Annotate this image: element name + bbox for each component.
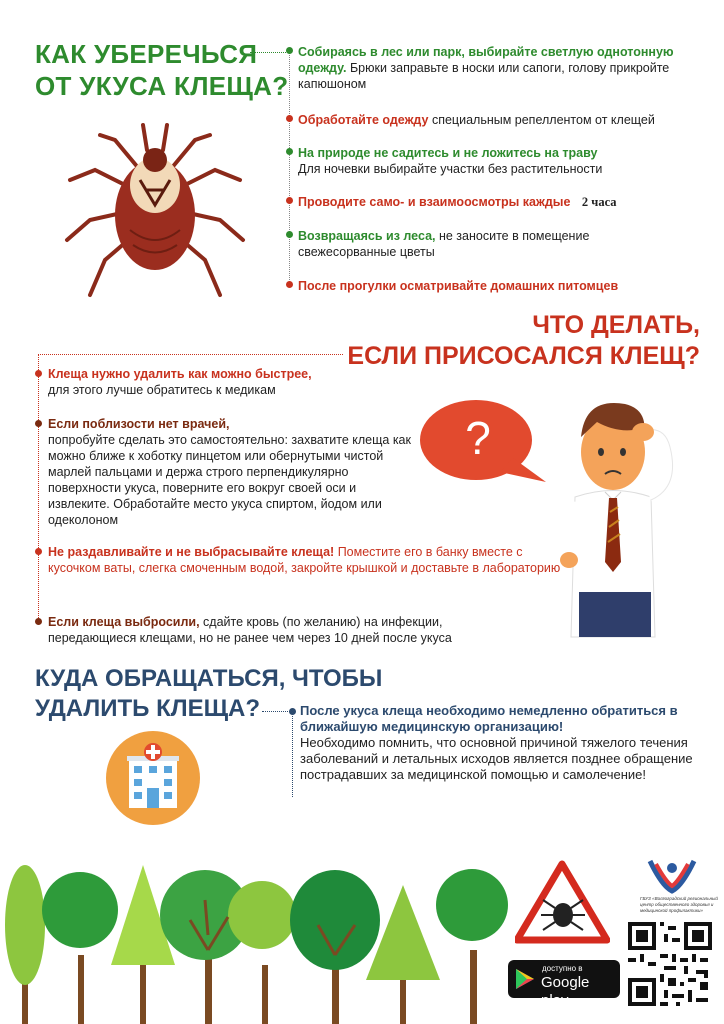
bullet <box>35 370 42 377</box>
worried-man-illustration <box>555 392 715 642</box>
bullet <box>35 618 42 625</box>
timeline-line <box>289 50 290 286</box>
connector <box>250 52 286 53</box>
google-play-label: Google play <box>541 974 590 1009</box>
section3-text: После укуса клеща необходимо немедленно обратиться в ближайшую медицинскую организацию! Необходимо помнить, что основной причиной тяжелого течения заболеваний и летальных исходов является позднее обращение пострадавших за медицинской помощью и самолечение! <box>300 703 693 782</box>
timeline-line <box>38 354 39 622</box>
section2-item-4: Если клеща выбросили, сдайте кровь (по желанию) на инфекции, передающиеся клещами, но не ранее чем через 10 дней после укуса <box>48 615 452 645</box>
play-triangle-icon <box>515 968 535 990</box>
google-play-small-label: доступно в <box>542 964 583 973</box>
bullet <box>286 281 293 288</box>
bullet <box>286 47 293 54</box>
section1-title-line2: ОТ УКУСА КЛЕЩА? <box>35 71 289 101</box>
tick-warning-sign <box>515 860 610 945</box>
section1-item-6: После прогулки осматривайте домашних питомцев <box>298 279 619 293</box>
section2-title-line2: ЕСЛИ ПРИСОСАЛСЯ КЛЕЩ? <box>347 342 700 370</box>
connector <box>38 354 343 355</box>
section1-title-line1: КАК УБЕРЕЧЬСЯ <box>35 39 258 69</box>
section2-item-3: Не раздавливайте и не выбрасывайте клеща! Поместите его в банку вместе с кусочком ваты, слегка смоченным водой, закройте крышкой и доставьте в лабораторию <box>48 545 561 575</box>
bullet <box>286 197 293 204</box>
section1-item-5: Возвращаясь из леса, не заносите в помещение свежесорванные цветы <box>298 229 590 259</box>
organization-text: ГБУЗ «Волгоградский региональный центр общественного здоровья и медицинской профилактики» <box>640 896 718 913</box>
section1-item-2: Обработайте одежду специальным репеллентом от клещей <box>298 113 655 127</box>
hospital-icon <box>105 730 201 826</box>
google-play-badge[interactable] <box>508 960 620 1009</box>
connector <box>262 711 292 712</box>
bullet <box>35 420 42 427</box>
section1-item-4: Проводите само- и взаимоосмотры каждые 2 часа <box>298 195 617 209</box>
bullet <box>289 708 296 715</box>
bullet <box>286 231 293 238</box>
bullet <box>286 115 293 122</box>
question-mark: ? <box>465 412 491 464</box>
bullet <box>35 548 42 555</box>
section2-title-line1: ЧТО ДЕЛАТЬ, <box>532 311 700 339</box>
section2-item-2: Если поблизости нет врачей, попробуйте сделать это самостоятельно: захватите клеща как можно ближе к хоботку пинцетом или обернутыми чистой марлей пальцами и держа строго перпендикулярно поверхности укуса, поверните его вокруг своей оси и извлеките. Обработайте место укуса спиртом, йодом или одеколоном <box>48 417 411 527</box>
section2-title <box>280 310 700 372</box>
qr-code[interactable] <box>628 922 712 1006</box>
section1-item-3: На природе не садитесь и не ложитесь на траву Для ночевки выбирайте участки без растительности <box>298 146 603 176</box>
section3-title-line1: КУДА ОБРАЩАТЬСЯ, ЧТОБЫ <box>35 665 383 692</box>
section3-title-line2: УДАЛИТЬ КЛЕЩА? <box>35 695 261 722</box>
organization-logo <box>642 856 702 896</box>
section1-title <box>35 38 288 102</box>
section2-item-1: Клеща нужно удалить как можно быстрее, для этого лучше обратитесь к медикам <box>48 367 312 397</box>
bullet <box>286 148 293 155</box>
tick-illustration <box>55 110 255 310</box>
timeline-line <box>292 711 293 797</box>
forest-illustration <box>0 855 510 1024</box>
section1-item-1: Собираясь в лес или парк, выбирайте светлую однотонную одежду. Брюки заправьте в носки или сапоги, голову прикройте капюшоном <box>298 45 674 91</box>
